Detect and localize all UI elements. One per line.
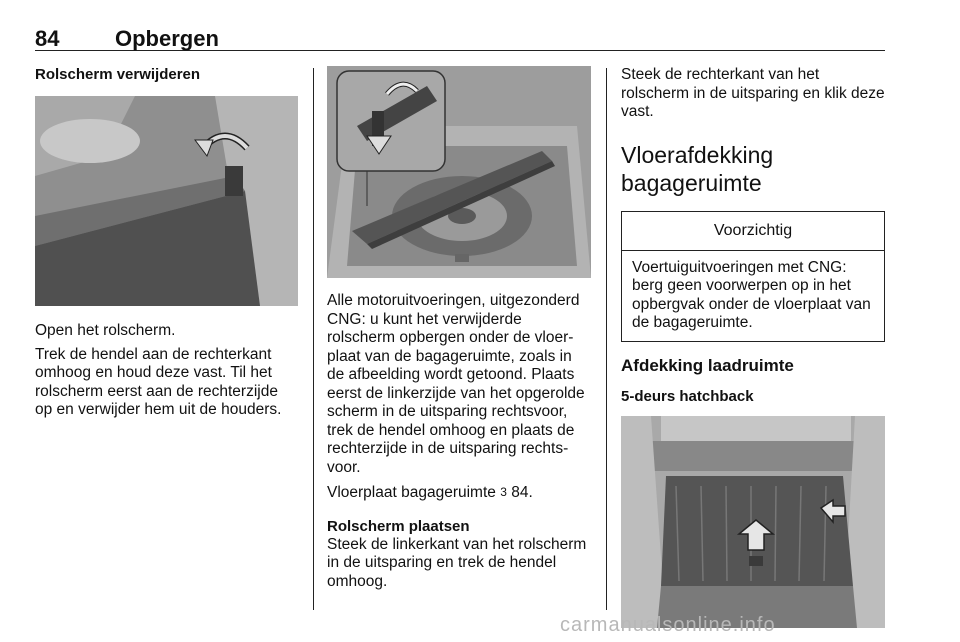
paragraph-open-cover: Open het rolscherm. [35,322,176,339]
figure-store-cover [327,66,591,278]
heading-floor-cover-line1: Vloerafdekking [621,141,774,168]
column-2 [327,66,591,591]
figure-remove-cover [35,96,298,306]
figure-load-floor [621,416,885,628]
caution-title: Voorzichtig [622,212,884,251]
column-3 [621,66,885,628]
watermark: carmanualsonline.info [560,614,776,636]
heading-install-cover: Rolscherm plaatsen [327,517,470,535]
load-floor-illustration [621,416,885,628]
xref-page: 84. [511,484,533,501]
page-number: 84 [35,26,60,51]
section-title: Opbergen [115,26,219,51]
heading-floor-cover [621,141,885,197]
store-cover-illustration [327,66,591,278]
column-divider-2 [606,68,607,610]
heading-floor-cover-line2: bagageruimte [621,169,762,196]
column-divider-1 [313,68,314,610]
xref-text: Vloerplaat bagageruimte [327,484,496,501]
remove-cover-illustration [35,96,298,306]
heading-remove-cover: Rolscherm verwijderen [35,66,201,83]
xref-arrow-icon: 3 [500,485,507,499]
paragraph-lift-cover: Trek de hendel aan de rechterkant omhoog en houd deze vast. Til het rolscherm eerst aan de rechterzijde op en verwijder hem uit de houders. [35,345,282,418]
heading-load-cover: Afdekking laadruimte [621,355,794,375]
caution-body: Voertuiguitvoeringen met CNG: berg geen voorwerpen op in het opbergvak onder de vloerplaat van de bagageruimte. [632,258,871,331]
column-1 [35,66,298,420]
paragraph-install-cover: Steek de linkerkant van het rolscherm in de uitsparing en trek de hendel omhoog. [327,535,587,590]
paragraph-insert-right: Steek de rechterkant van het rolscherm in de uitsparing en klik deze vast. [621,66,885,120]
paragraph-store-cover: Alle motoruitvoeringen, uitgezonderd CNG: u kunt het verwijderde rolscherm opbergen onder de vloerplaat van de bagageruimte, zoals in de afbeelding wordt getoond. Plaats eerst de linkerzijde van het opgerolde scherm in de uitsparing rechtsvoor, trek de hendel omhoog en plaats de rechterzijde in de uitsparing rechtsvoor. [327,292,585,476]
xref-floor-panel[interactable] [327,483,591,503]
page-header [35,22,885,51]
heading-hatchback: 5-deurs hatchback [621,387,754,405]
caution-box [621,211,885,342]
